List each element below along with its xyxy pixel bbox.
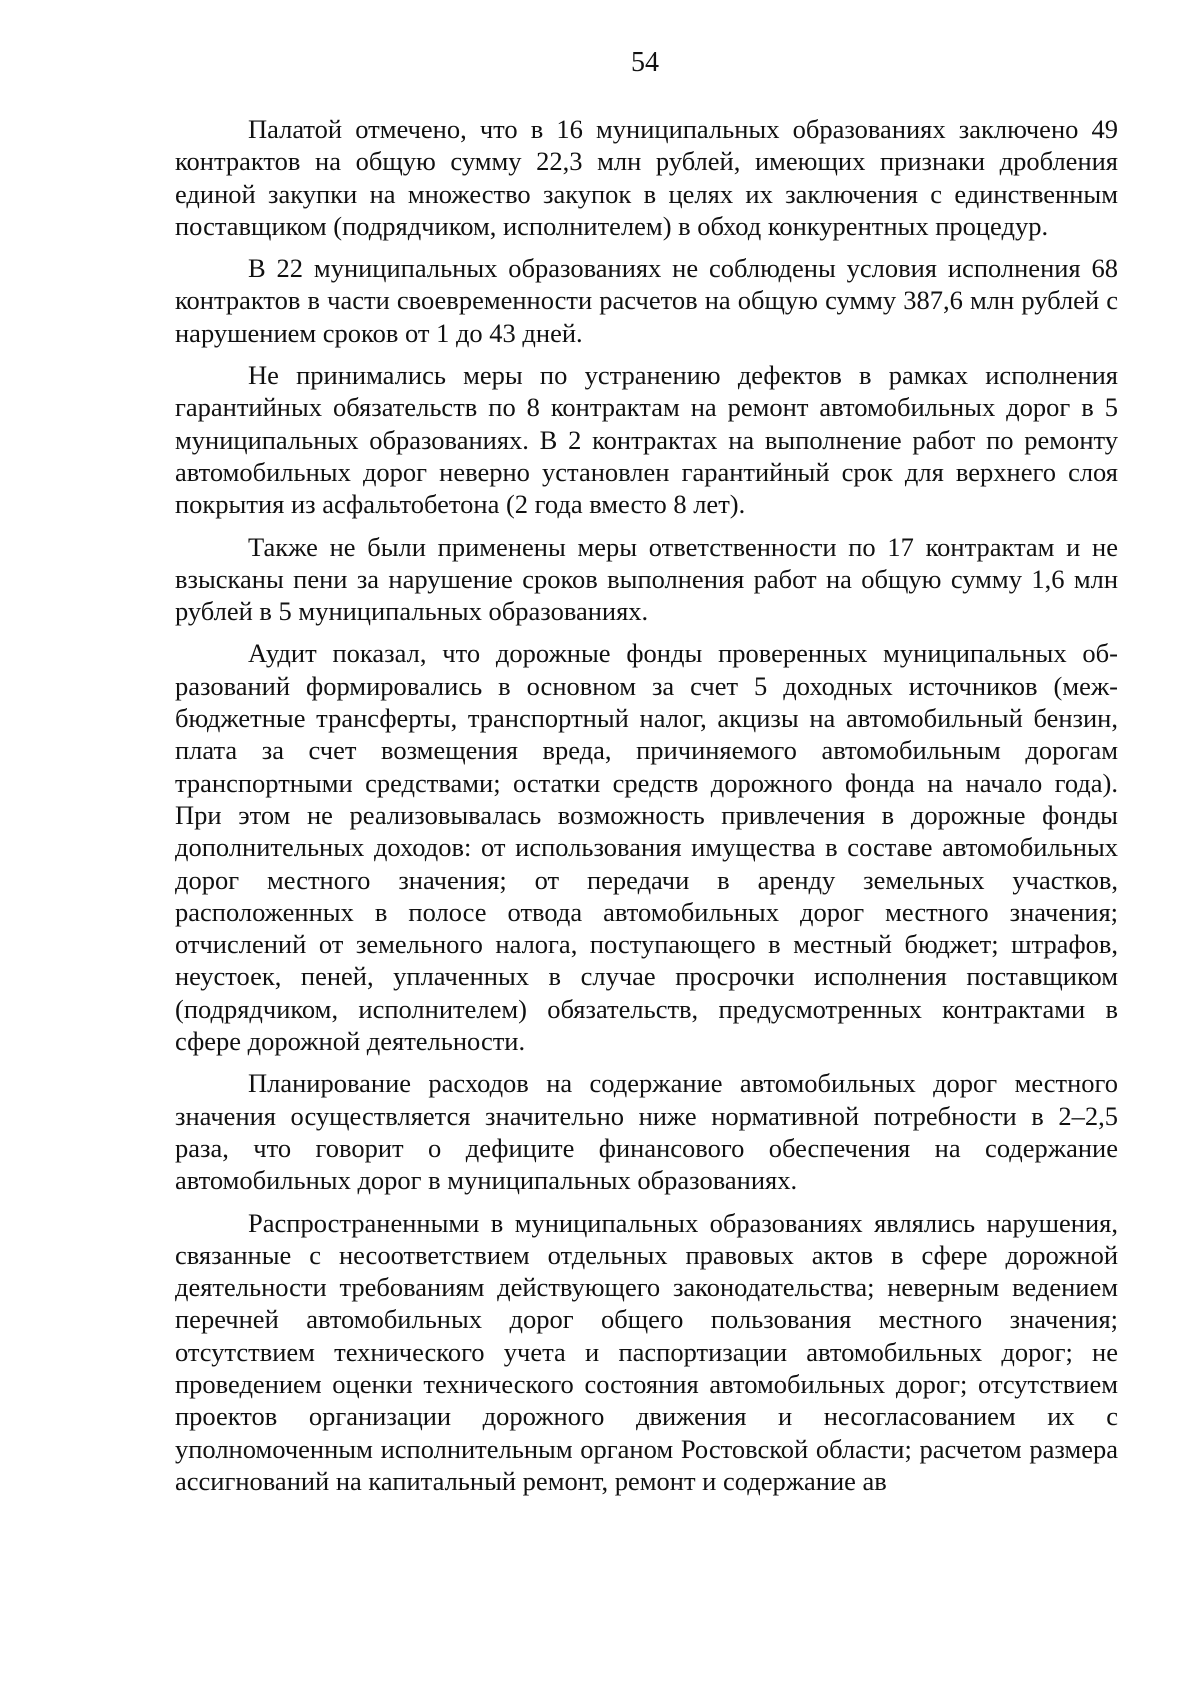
document-body xyxy=(175,113,1118,1507)
paragraph-maintenance-planning: Планирование расходов на содержание автомобильных дорог местного значения осуществляется значительно ниже нормативной потребности в 2–2,5 раза, что говорит о дефиците финансового обеспечения на содержание автомобильных дорог в муниципальных образованиях. xyxy=(175,1068,1118,1196)
paragraph-payment-delays: В 22 муниципальных образованиях не соблюдены условия исполнения 68 контрактов в части своевременности расчетов на общую сумму 387,6 млн рублей с нарушением сроков от 1 до 43 дней. xyxy=(175,253,1118,348)
paragraph-fragmented-procurement: Палатой отмечено, что в 16 муниципальных образованиях заключено 49 контрактов на общую сумму 22,3 млн рублей, имеющих признаки дробления единой закупки на множество закупок в целях их заключения с единственным поставщиком (подрядчиком, исполнителем) в обход конкурентных процедур. xyxy=(175,114,1118,241)
paragraph-common-violations: Распространенными в муниципальных образованиях являлись нарушения, связанные с несоответствием отдельных правовых актов в сфере дорожной деятельности требованиям действующего законодательства; неверным ведением перечней автомобильных дорог общего пользования местного значения; отсутствием технического учета и паспортизации автомобильных дорог; не проведением оценки технического состояния автомобильных дорог; отсутствием проектов организации дорожного движения и несогласованием их с уполномоченным исполнительным органом Ростовской области; расчетом размера ассигнований на капитальный ремонт, ремонт и содержание ав xyxy=(175,1207,1118,1496)
paragraph-warranty-defects: Не принимались меры по устранению дефектов в рамках исполнения гарантийных обязательств по 8 контрактам на ремонт автомобильных дорог в 5 муниципальных образованиях. В 2 контрактах на выполнение работ по ремонту автомобильных дорог неверно установлен гарантийный срок для верхнего слоя покрытия из асфальтобетона (2 года вместо 8 лет). xyxy=(175,360,1118,520)
page-number: 54 xyxy=(631,47,659,78)
paragraph-penalties: Также не были применены меры ответственности по 17 контрактам и не взысканы пени за нарушение сроков выполнения работ на общую сумму 1,6 млн рублей в 5 муниципальных образованиях. xyxy=(175,531,1118,627)
paragraph-road-funds-audit: Аудит показал, что дорожные фонды проверенных муниципальных образований формировались в основном за счет 5 доходных источников (межбюджетные трансферты, транспортный налог, акцизы на автомобильный бензин, плата за счет возмещения вреда, причиняемого автомобильным дорогам транспортными средствами; остатки средств дорожного фонда на начало года). При этом не реализовывалась возможность привлечения в дорожные фонды дополнительных доходов: от использования имущества в составе автомобильных дорог местного значения; от передачи в аренду земельных участков, расположенных в полосе отвода автомобильных дорог местного значения; отчислений от земельного налога, поступающего в местный бюджет; штрафов, неустоек, пеней, уплаченных в случае просрочки исполнения поставщиком (подрядчиком, исполнителем) обязательств, предусмотренных контрактами в сфере дорожной деятельности. xyxy=(175,638,1118,1057)
